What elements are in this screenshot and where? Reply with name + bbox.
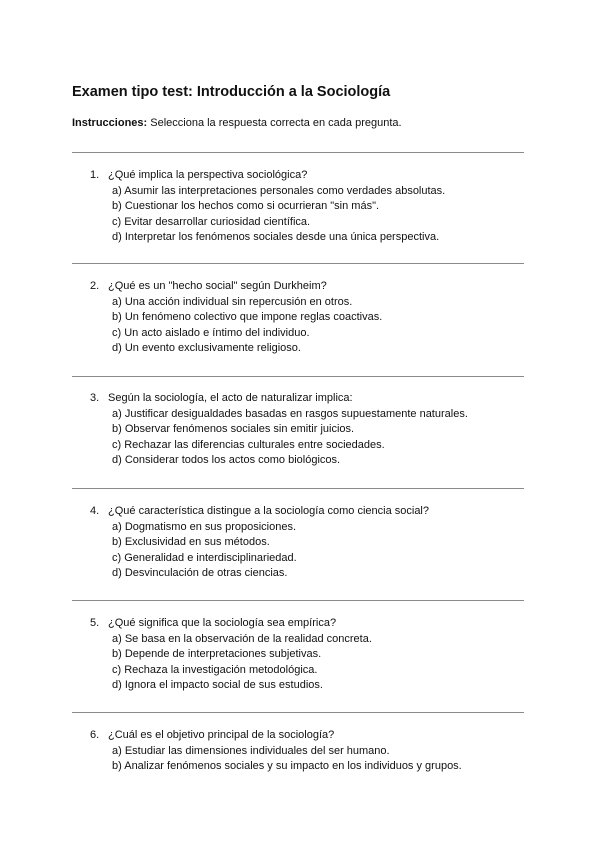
option-a[interactable]: a) Dogmatismo en sus proposiciones. [112,520,297,533]
divider [72,488,524,489]
option-b[interactable]: b) Depende de interpretaciones subjetivas. [112,648,322,660]
question-text: ¿Qué significa que la sociología sea empírica? [108,617,337,629]
option-d[interactable]: d) Considerar todos los actos como biológicos. [112,454,341,466]
option-c[interactable]: c) Generalidad e interdisciplinariedad. [112,551,297,564]
option-c[interactable]: c) Un acto aislado e íntimo del individuo. [112,326,310,339]
divider [72,712,524,713]
question-text: ¿Cuál es el objetivo principal de la sociología? [108,729,335,741]
divider [72,376,524,377]
option-c[interactable]: c) Evitar desarrollar curiosidad científica. [112,215,311,228]
question-text: ¿Qué característica distingue a la sociología como ciencia social? [108,505,429,517]
option-d[interactable]: d) Interpretar los fenómenos sociales desde una única perspectiva. [112,231,440,243]
option-b[interactable]: b) Observar fenómenos sociales sin emitir juicios. [112,423,355,435]
option-b[interactable]: b) Analizar fenómenos sociales y su impacto en los individuos y grupos. [112,760,462,772]
option-a[interactable]: a) Estudiar las dimensiones individuales del ser humano. [112,744,390,757]
instructions-label: Instrucciones: [72,117,148,129]
option-c[interactable]: c) Rechaza la investigación metodológica. [112,663,318,676]
option-c[interactable]: c) Rechazar las diferencias culturales entre sociedades. [112,438,385,451]
divider [72,600,524,601]
question-number: 6. [90,729,100,741]
option-b[interactable]: b) Cuestionar los hechos como si ocurrieran "sin más". [112,200,380,212]
option-d[interactable]: d) Ignora el impacto social de sus estudios. [112,679,323,691]
option-b[interactable]: b) Un fenómeno colectivo que impone reglas coactivas. [112,311,383,323]
divider [72,152,524,153]
question-number: 5. [90,617,100,629]
option-a[interactable]: a) Una acción individual sin repercusión en otros. [112,295,353,308]
instructions [72,117,402,129]
option-a[interactable]: a) Justificar desigualdades basadas en rasgos supuestamente naturales. [112,407,468,420]
question-text: ¿Qué es un "hecho social" según Durkheim? [108,280,327,292]
question-number: 1. [90,169,100,181]
question-number: 4. [90,505,100,517]
question-text: Según la sociología, el acto de naturalizar implica: [108,392,353,404]
option-b[interactable]: b) Exclusividad en sus métodos. [112,536,270,548]
divider [72,263,524,264]
option-d[interactable]: d) Un evento exclusivamente religioso. [112,342,301,354]
question-text: ¿Qué implica la perspectiva sociológica? [108,169,308,181]
option-d[interactable]: d) Desvinculación de otras ciencias. [112,567,288,579]
option-a[interactable]: a) Asumir las interpretaciones personales como verdades absolutas. [112,184,446,197]
question-number: 2. [90,280,100,292]
option-a[interactable]: a) Se basa en la observación de la realidad concreta. [112,632,372,645]
question-number: 3. [90,392,100,404]
exam-title: Examen tipo test: Introducción a la Sociología [72,84,391,100]
instructions-text: Selecciona la respuesta correcta en cada pregunta. [147,117,402,129]
